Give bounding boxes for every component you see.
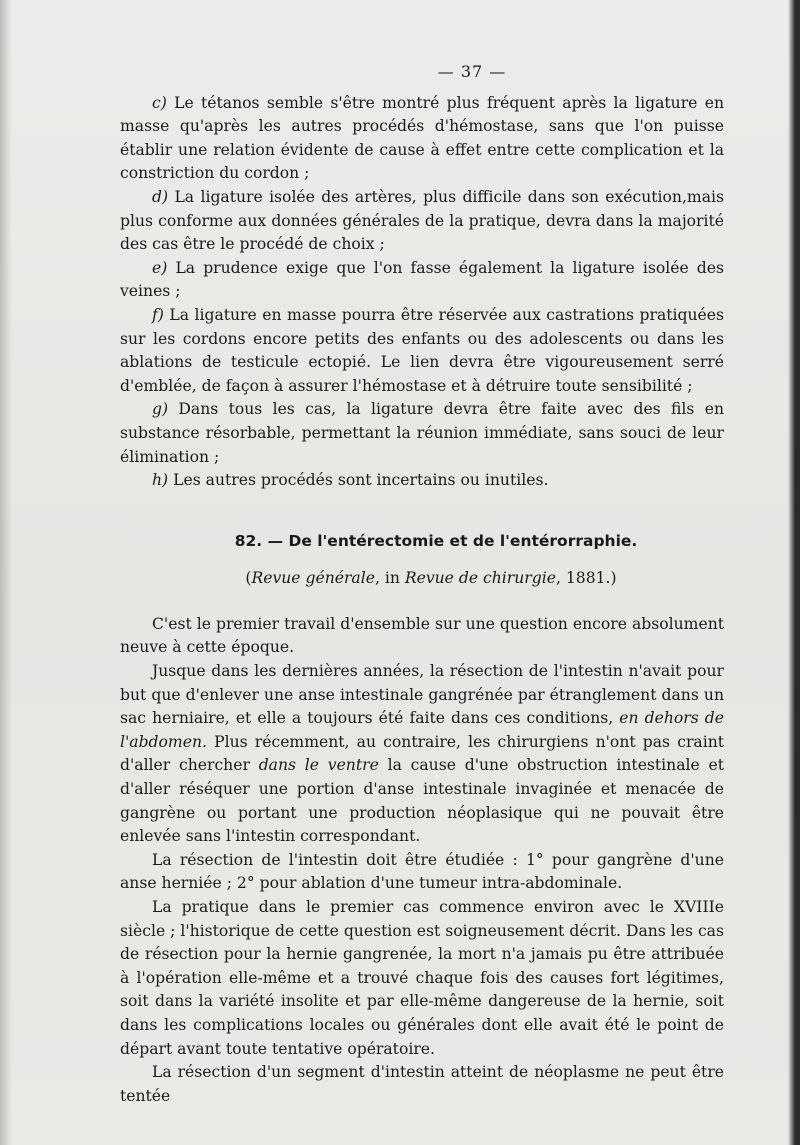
list-item-f	[120, 304, 724, 398]
section-title: — De l'entérectomie et de l'entérorraphie.	[267, 531, 638, 550]
list-item-c	[120, 92, 724, 186]
list-item-e	[120, 257, 724, 304]
list-text: La ligature en masse pourra être réservée aux castrations pratiquées sur les cordons encore petits des enfants ou des adolescents ou dans les ablations de testicule ectopié. Le lien devra être vigoureusement serré d'emblée, de façon à assurer l'hémostase et à détruire toute sensibilité ;	[120, 305, 724, 395]
section-number: 82.	[234, 531, 263, 550]
citation-year: , 1881.)	[555, 569, 617, 588]
page-number: — 37 —	[437, 62, 507, 81]
paragraph-2-italic: en dehors de l'abdomen.	[120, 709, 724, 751]
paragraph-5: La résection d'un segment d'intestin atteint de néoplasme ne peut être tentée	[120, 1063, 724, 1105]
list-letter: f)	[152, 305, 164, 324]
list-letter: c)	[152, 93, 167, 112]
paragraph-2-part-a: Jusque dans les dernières années, la résection de l'intestin n'avait pour but que d'enlever une anse intestinale gangrénée par étranglement dans un sac herniaire, et elle a toujours été faite dans ces conditions,	[120, 662, 724, 728]
list-letter: d)	[152, 187, 169, 206]
paragraph-2-italic-2: dans le ventre	[258, 756, 379, 775]
page-body	[120, 60, 724, 1108]
citation-journal: Revue de chirurgie	[404, 569, 556, 588]
list-letter: g)	[152, 400, 169, 419]
list-text: La prudence exige que l'on fasse également la ligature isolée des veines ;	[120, 258, 724, 301]
list-text: Le tétanos semble s'être montré plus fréquent après la ligature en masse qu'après les autres procédés d'hémostase, sans que l'on puisse établir une relation évidente de cause à effet entre cette complication et la constriction du cordon ;	[120, 93, 724, 183]
list-letter: h)	[152, 471, 169, 490]
left-page-shadow	[0, 0, 12, 1145]
paragraph-3: La résection de l'intestin doit être étudiée : 1° pour gangrène d'une anse herniée ; 2° pour ablation d'une tumeur intra-abdominale.	[120, 850, 724, 893]
paragraph-2-part-b: Plus récemment, au contraire, les chirurgiens n'ont pas craint d'aller chercher	[120, 732, 724, 775]
section-heading	[120, 530, 724, 554]
paragraph-1: C'est le premier travail d'ensemble sur une question encore absolument neuve à cette époque.	[120, 614, 724, 657]
paragraph-2-part-c: la cause d'une obstruction intestinale et d'aller réséquer une portion d'anse intestinale invaginée et menacée de gangrène ou portant une production néoplasique qui ne pouvait être enlevée sans l'intestin correspondant.	[120, 756, 724, 846]
citation-in: , in	[374, 569, 405, 588]
citation-open: (	[245, 569, 252, 588]
list-text: Les autres procédés sont incertains ou inutiles.	[173, 471, 549, 490]
list-text: La ligature isolée des artères, plus difficile dans son exécution,mais plus conforme aux données générales de la pratique, devra dans la majorité des cas être le procédé de choix ;	[120, 187, 724, 254]
citation-review: Revue générale	[251, 569, 375, 588]
paragraph-2	[120, 660, 724, 849]
list-item-h	[120, 469, 724, 493]
list-text: Dans tous les cas, la ligature devra être faite avec des fils en substance résorbable, permettant la réunion immédiate, sans souci de leur élimination ;	[120, 400, 724, 466]
list-item-d	[120, 186, 724, 257]
list-letter: e)	[152, 258, 168, 277]
citation	[120, 567, 724, 591]
list-item-g	[120, 398, 724, 469]
right-scan-edge	[788, 0, 800, 1145]
paragraph-4: La pratique dans le premier cas commence environ avec le XVIIIe siècle ; l'historique de cette question est soigneusement décrit. Dans les cas de résection pour la hernie gangrenée, la mort n'a jamais pu être attribuée à l'opération elle-même et a trouvé chaque fois des causes fort légitimes, soit dans la variété insolite et par elle-même dangereuse de la hernie, soit dans les complications locales ou générales dont elle avait été le point de départ avant toute tentative opératoire.	[120, 898, 724, 1058]
